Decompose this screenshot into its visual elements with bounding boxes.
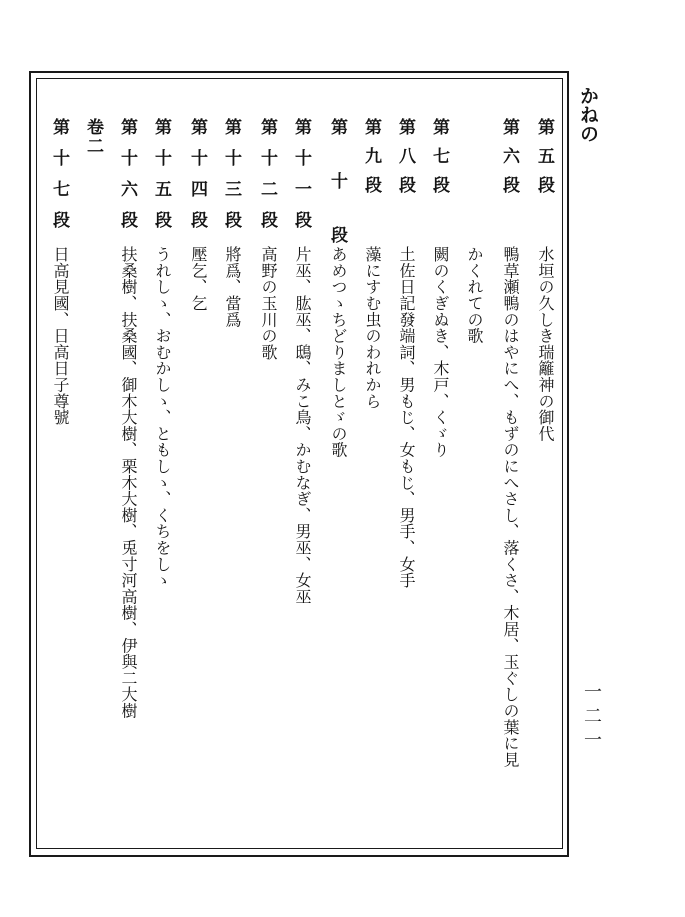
entry-6-text-continued: かくれての歌 [465, 246, 484, 344]
entry-12-text: 高野の玉川の歌 [259, 246, 278, 361]
entry-15-text: うれしゝ、おむかしゝ、ともしゝ、くちをしゝ [153, 246, 172, 589]
entry-5-number: 第五段 [534, 118, 554, 205]
entry-8-number: 第八段 [395, 118, 415, 205]
entry-13-text: 將爲、當爲 [223, 246, 242, 328]
entry-12-number: 第十二段 [257, 118, 277, 242]
entry-10-text: あめつゝちどりましとゞの歌 [329, 246, 348, 458]
entry-16-number: 第十六段 [117, 118, 137, 242]
entry-5-text: 水垣の久しき瑞籬神の御代 [536, 246, 555, 442]
entry-11-number: 第十一段 [291, 118, 311, 242]
entry-13-number: 第十三段 [221, 118, 241, 242]
entry-9-text: 藻にすむ虫のわれから [363, 246, 382, 409]
entry-14-text: 壓乞、乞 [189, 246, 208, 312]
running-title: かねの [577, 86, 599, 143]
entry-6-number: 第六段 [499, 118, 519, 205]
entry-15-number: 第十五段 [151, 118, 171, 242]
entry-9-number: 第九段 [361, 118, 381, 205]
entry-6-text: 鴨草瀬鴨のはやにへ、もずのにへさし、落くさ、木居、玉ぐしの葉に見 [501, 246, 520, 768]
entry-8-text: 土佐日記發端詞、男もじ、女もじ、男手、女手 [397, 246, 416, 589]
volume-heading: 卷二 [83, 118, 103, 156]
page-number: 一二一 [581, 682, 602, 754]
entry-17-number: 第十七段 [49, 118, 69, 242]
entry-14-number: 第十四段 [187, 118, 207, 242]
entry-11-text: 片巫、肱巫、鴟、みこ鳥、かむなぎ、男巫、女巫 [293, 246, 312, 605]
entry-16-text: 扶桑樹、扶桑國、御木大樹、栗木大樹、兎寸河高樹、伊與二大樹 [119, 246, 138, 719]
entry-7-number: 第七段 [429, 118, 449, 205]
entry-7-text: 闕のくぎぬき、木戸、くゞり [431, 246, 450, 458]
entry-10-number: 第十段 [327, 118, 347, 280]
entry-17-text: 日高見國、日高日子尊號 [51, 246, 70, 426]
